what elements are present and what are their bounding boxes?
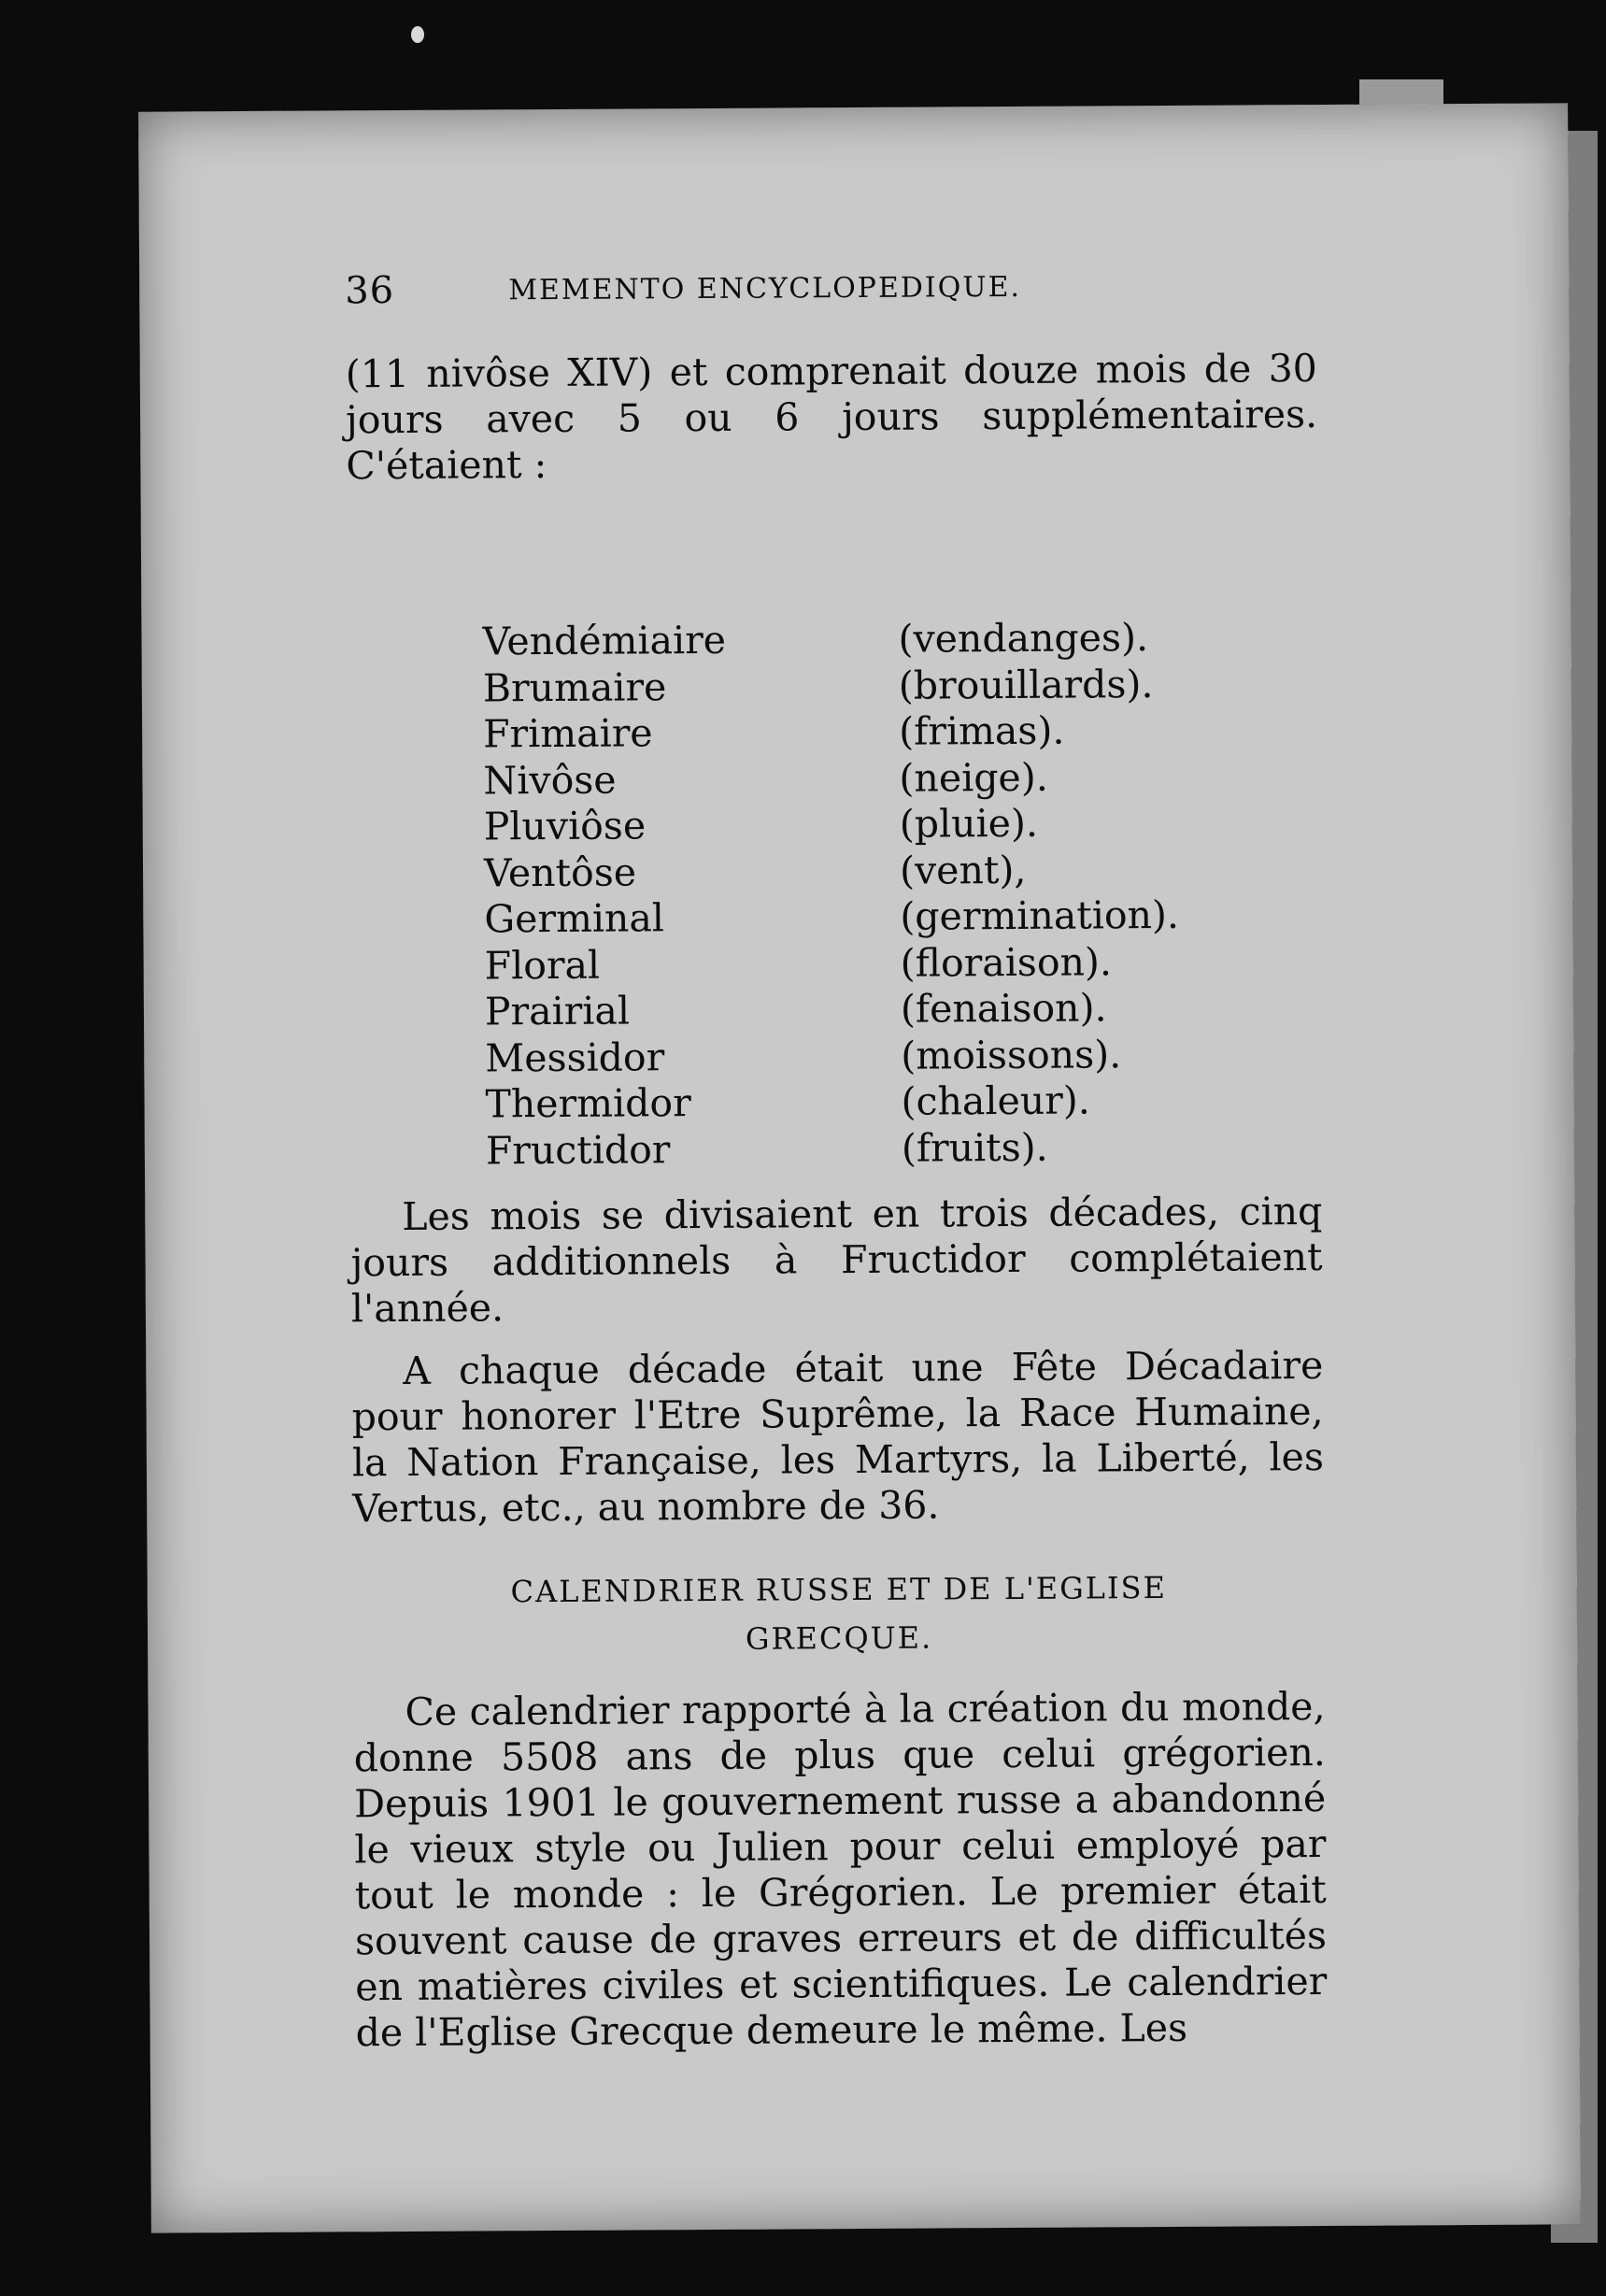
month-meaning: (fenaison).: [900, 985, 1107, 1032]
book-page: [138, 103, 1581, 2232]
month-row: [349, 1077, 1321, 1129]
month-name: Germinal: [484, 895, 665, 942]
speck: [411, 26, 424, 43]
month-meaning: (vent),: [899, 847, 1027, 893]
month-name: Messidor: [485, 1034, 665, 1080]
month-meaning: (germination).: [900, 891, 1180, 939]
month-meaning: (brouillards).: [898, 661, 1154, 708]
page-header: [345, 263, 1447, 313]
month-row: [349, 984, 1321, 1036]
month-meaning: (vendanges).: [898, 615, 1149, 662]
section-heading-line2: GRECQUE.: [745, 1619, 933, 1657]
running-title: MEMENTO ENCYCLOPEDIQUE.: [508, 270, 1022, 307]
month-row: [348, 706, 1319, 759]
month-name: Frimaire: [483, 710, 653, 757]
month-name: Nivôse: [483, 757, 617, 803]
month-name: Vendémiaire: [482, 617, 727, 664]
russe-paragraph: Ce calendrier rapporté à la création du monde, donne 5508 ans de plus que celui grégorien. Depuis 1901 le gouvernement russe a abandonné le vieux style ou Julien pour celui employé par tout le monde : le Grégorien. Le premier était souvent cause de graves erreurs et de difficultés en matières civiles et scientifiques. Le calendrier de l'Eglise Grecque demeure le même. Les: [353, 1683, 1328, 2056]
month-row: [350, 1122, 1322, 1175]
month-meaning: (floraison).: [900, 938, 1113, 986]
month-name: Prairial: [484, 988, 631, 1034]
month-meaning: (pluie).: [899, 800, 1039, 847]
month-meaning: (moissons).: [901, 1031, 1122, 1078]
month-name: Pluviôse: [483, 803, 647, 849]
intro-paragraph: (11 nivôse XIV) et comprenait douze mois de 30 jours avec 5 ou 6 jours supplémentaires. C'étaient :: [345, 345, 1318, 489]
decades-paragraph: Les mois se divisaient en trois décades, cinq jours additionnels à Fructidor complétaient l'année.: [350, 1188, 1323, 1332]
month-row: [349, 1030, 1321, 1082]
month-meaning: (fruits).: [901, 1124, 1048, 1171]
month-list: [347, 614, 1322, 1175]
page-number: 36: [345, 269, 395, 313]
month-meaning: (neige).: [899, 754, 1048, 801]
page-content: [344, 104, 1446, 2056]
month-name: Thermidor: [485, 1080, 691, 1127]
month-row: [348, 845, 1320, 897]
month-row: [348, 660, 1319, 712]
section-heading-line1: CALENDRIER RUSSE ET DE L'EGLISE: [510, 1569, 1168, 1610]
section-heading: [353, 1562, 1326, 1665]
month-row: [349, 937, 1321, 990]
month-row: [348, 799, 1320, 851]
month-meaning: (chaleur).: [901, 1077, 1090, 1124]
month-name: Floral: [484, 942, 601, 988]
month-name: Ventôse: [483, 849, 637, 895]
month-meaning: (frimas).: [898, 707, 1065, 754]
month-name: Fructidor: [485, 1126, 671, 1173]
month-row: [348, 752, 1319, 805]
fetes-paragraph: A chaque décade était une Fête Décadaire pour honorer l'Etre Suprême, la Race Humaine, la Nation Française, les Martyrs, la Liberté, les Vertus, etc., au nombre de 36.: [351, 1342, 1325, 1532]
month-row: [347, 614, 1318, 666]
month-name: Brumaire: [482, 663, 667, 710]
month-row: [348, 891, 1320, 944]
